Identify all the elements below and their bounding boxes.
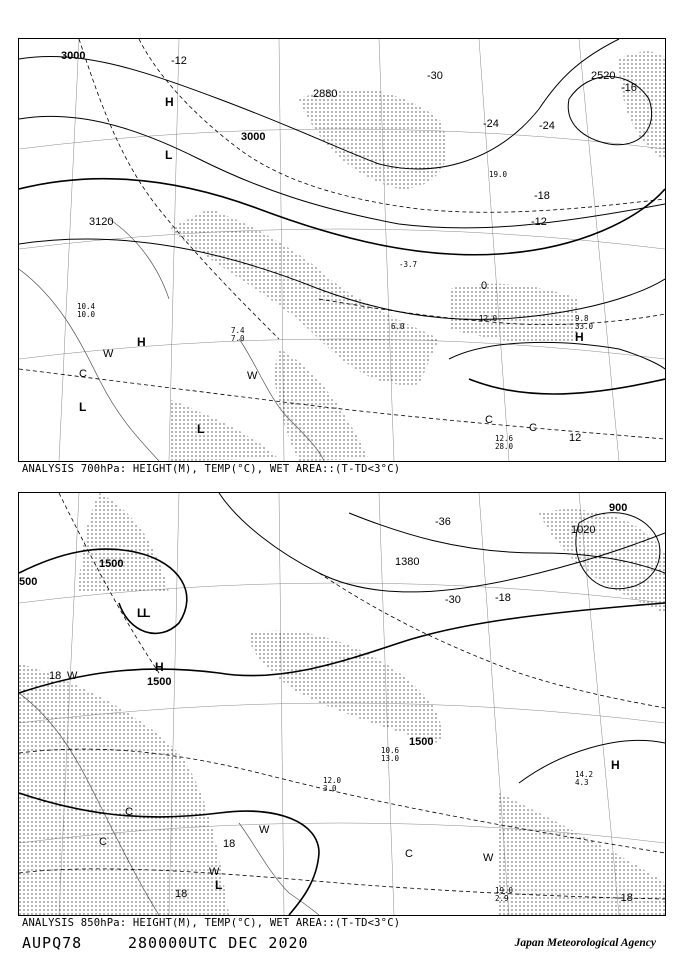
station-value: 10.4 (77, 302, 96, 311)
station-value: 7.4 (231, 326, 245, 335)
temp-label: 18 (175, 888, 188, 900)
station-value: 3.0 (323, 784, 337, 793)
height-label: 1020 (571, 524, 596, 536)
low-center: L (143, 606, 151, 620)
station-value: 4.3 (575, 778, 589, 787)
low-center: L (137, 606, 145, 620)
map-700hpa-canvas (19, 39, 665, 461)
temp-label: -30 (445, 594, 461, 606)
station-value: 14.2 (575, 770, 594, 779)
map-850hpa-canvas (19, 493, 665, 915)
station-value: 7.0 (231, 334, 245, 343)
station-value: 13.0 (381, 754, 400, 763)
station-value: 10.6 (381, 746, 400, 755)
height-label: 2520 (591, 70, 616, 82)
map-700hpa (18, 38, 666, 462)
warm-mark: W (103, 348, 114, 360)
low-center: L (197, 422, 205, 436)
station-value: 10.0 (77, 310, 96, 319)
station-value: 19.0 (489, 170, 508, 179)
wet-area (19, 493, 665, 915)
cold-mark: C (529, 422, 537, 434)
station-value: 12.0 (479, 314, 498, 323)
valid-time: 280000UTC DEC 2020 (128, 934, 309, 952)
temp-label: 18 (49, 670, 62, 682)
height-label: 900 (609, 502, 628, 514)
temp-label: -24 (483, 118, 499, 130)
height-label: 2880 (313, 88, 338, 100)
temp-label: -36 (435, 516, 451, 528)
temp-label: 18 (223, 838, 236, 850)
warm-mark: W (247, 370, 258, 382)
warm-mark: W (483, 852, 494, 864)
temp-label: 0 (481, 280, 488, 292)
height-label: 3000 (61, 50, 86, 62)
high-center: H (165, 95, 174, 109)
map-850hpa (18, 492, 666, 916)
temp-label: -18 (534, 190, 550, 202)
low-center: L (165, 148, 173, 162)
high-center: H (155, 660, 164, 674)
high-center: H (575, 330, 584, 344)
station-value: 33.0 (575, 322, 594, 331)
temp-label: -12 (171, 55, 187, 67)
caption-700hpa: ANALYSIS 700hPa: HEIGHT(M), TEMP(°C), WET AREA::(T-TD<3°C) (22, 463, 401, 475)
temp-label: 12 (569, 432, 582, 444)
station-value: 12.6 (495, 434, 514, 443)
temp-label: -12 (531, 216, 547, 228)
wet-area (169, 52, 665, 462)
temp-label: -24 (539, 120, 555, 132)
cold-mark: C (485, 414, 493, 426)
station-value: 28.0 (495, 442, 514, 451)
height-label: 1500 (99, 558, 124, 570)
warm-mark: W (209, 866, 220, 878)
temp-label: -18 (617, 892, 633, 904)
station-value: 2.9 (495, 894, 509, 903)
cold-mark: C (99, 836, 107, 848)
warm-mark: W (259, 824, 270, 836)
height-label: 1500 (147, 676, 172, 688)
temp-label: -18 (495, 592, 511, 604)
cold-mark: C (79, 368, 87, 380)
low-center: L (215, 878, 223, 892)
height-label: 1380 (395, 556, 420, 568)
cold-mark: C (405, 848, 413, 860)
station-value: -3.7 (399, 260, 418, 269)
low-center: L (79, 400, 87, 414)
high-center: H (611, 758, 620, 772)
chart-id: AUPQ78 (22, 934, 83, 952)
height-label: 1500 (409, 736, 434, 748)
height-label: 3000 (241, 131, 266, 143)
temp-label: -30 (427, 70, 443, 82)
cold-mark: C (125, 806, 133, 818)
agency-name: Japan Meteorological Agency (514, 937, 656, 949)
height-label: 3120 (89, 216, 114, 228)
station-value: 12.0 (323, 776, 342, 785)
height-label: 500 (19, 576, 38, 588)
warm-mark: W (67, 670, 78, 682)
high-center: H (137, 335, 146, 349)
caption-850hpa: ANALYSIS 850hPa: HEIGHT(M), TEMP(°C), WET AREA::(T-TD<3°C) (22, 917, 401, 929)
station-value: 6.0 (391, 322, 405, 331)
temp-label: -16 (621, 82, 637, 94)
station-value: 19.0 (495, 886, 514, 895)
station-value: 9.8 (575, 314, 589, 323)
